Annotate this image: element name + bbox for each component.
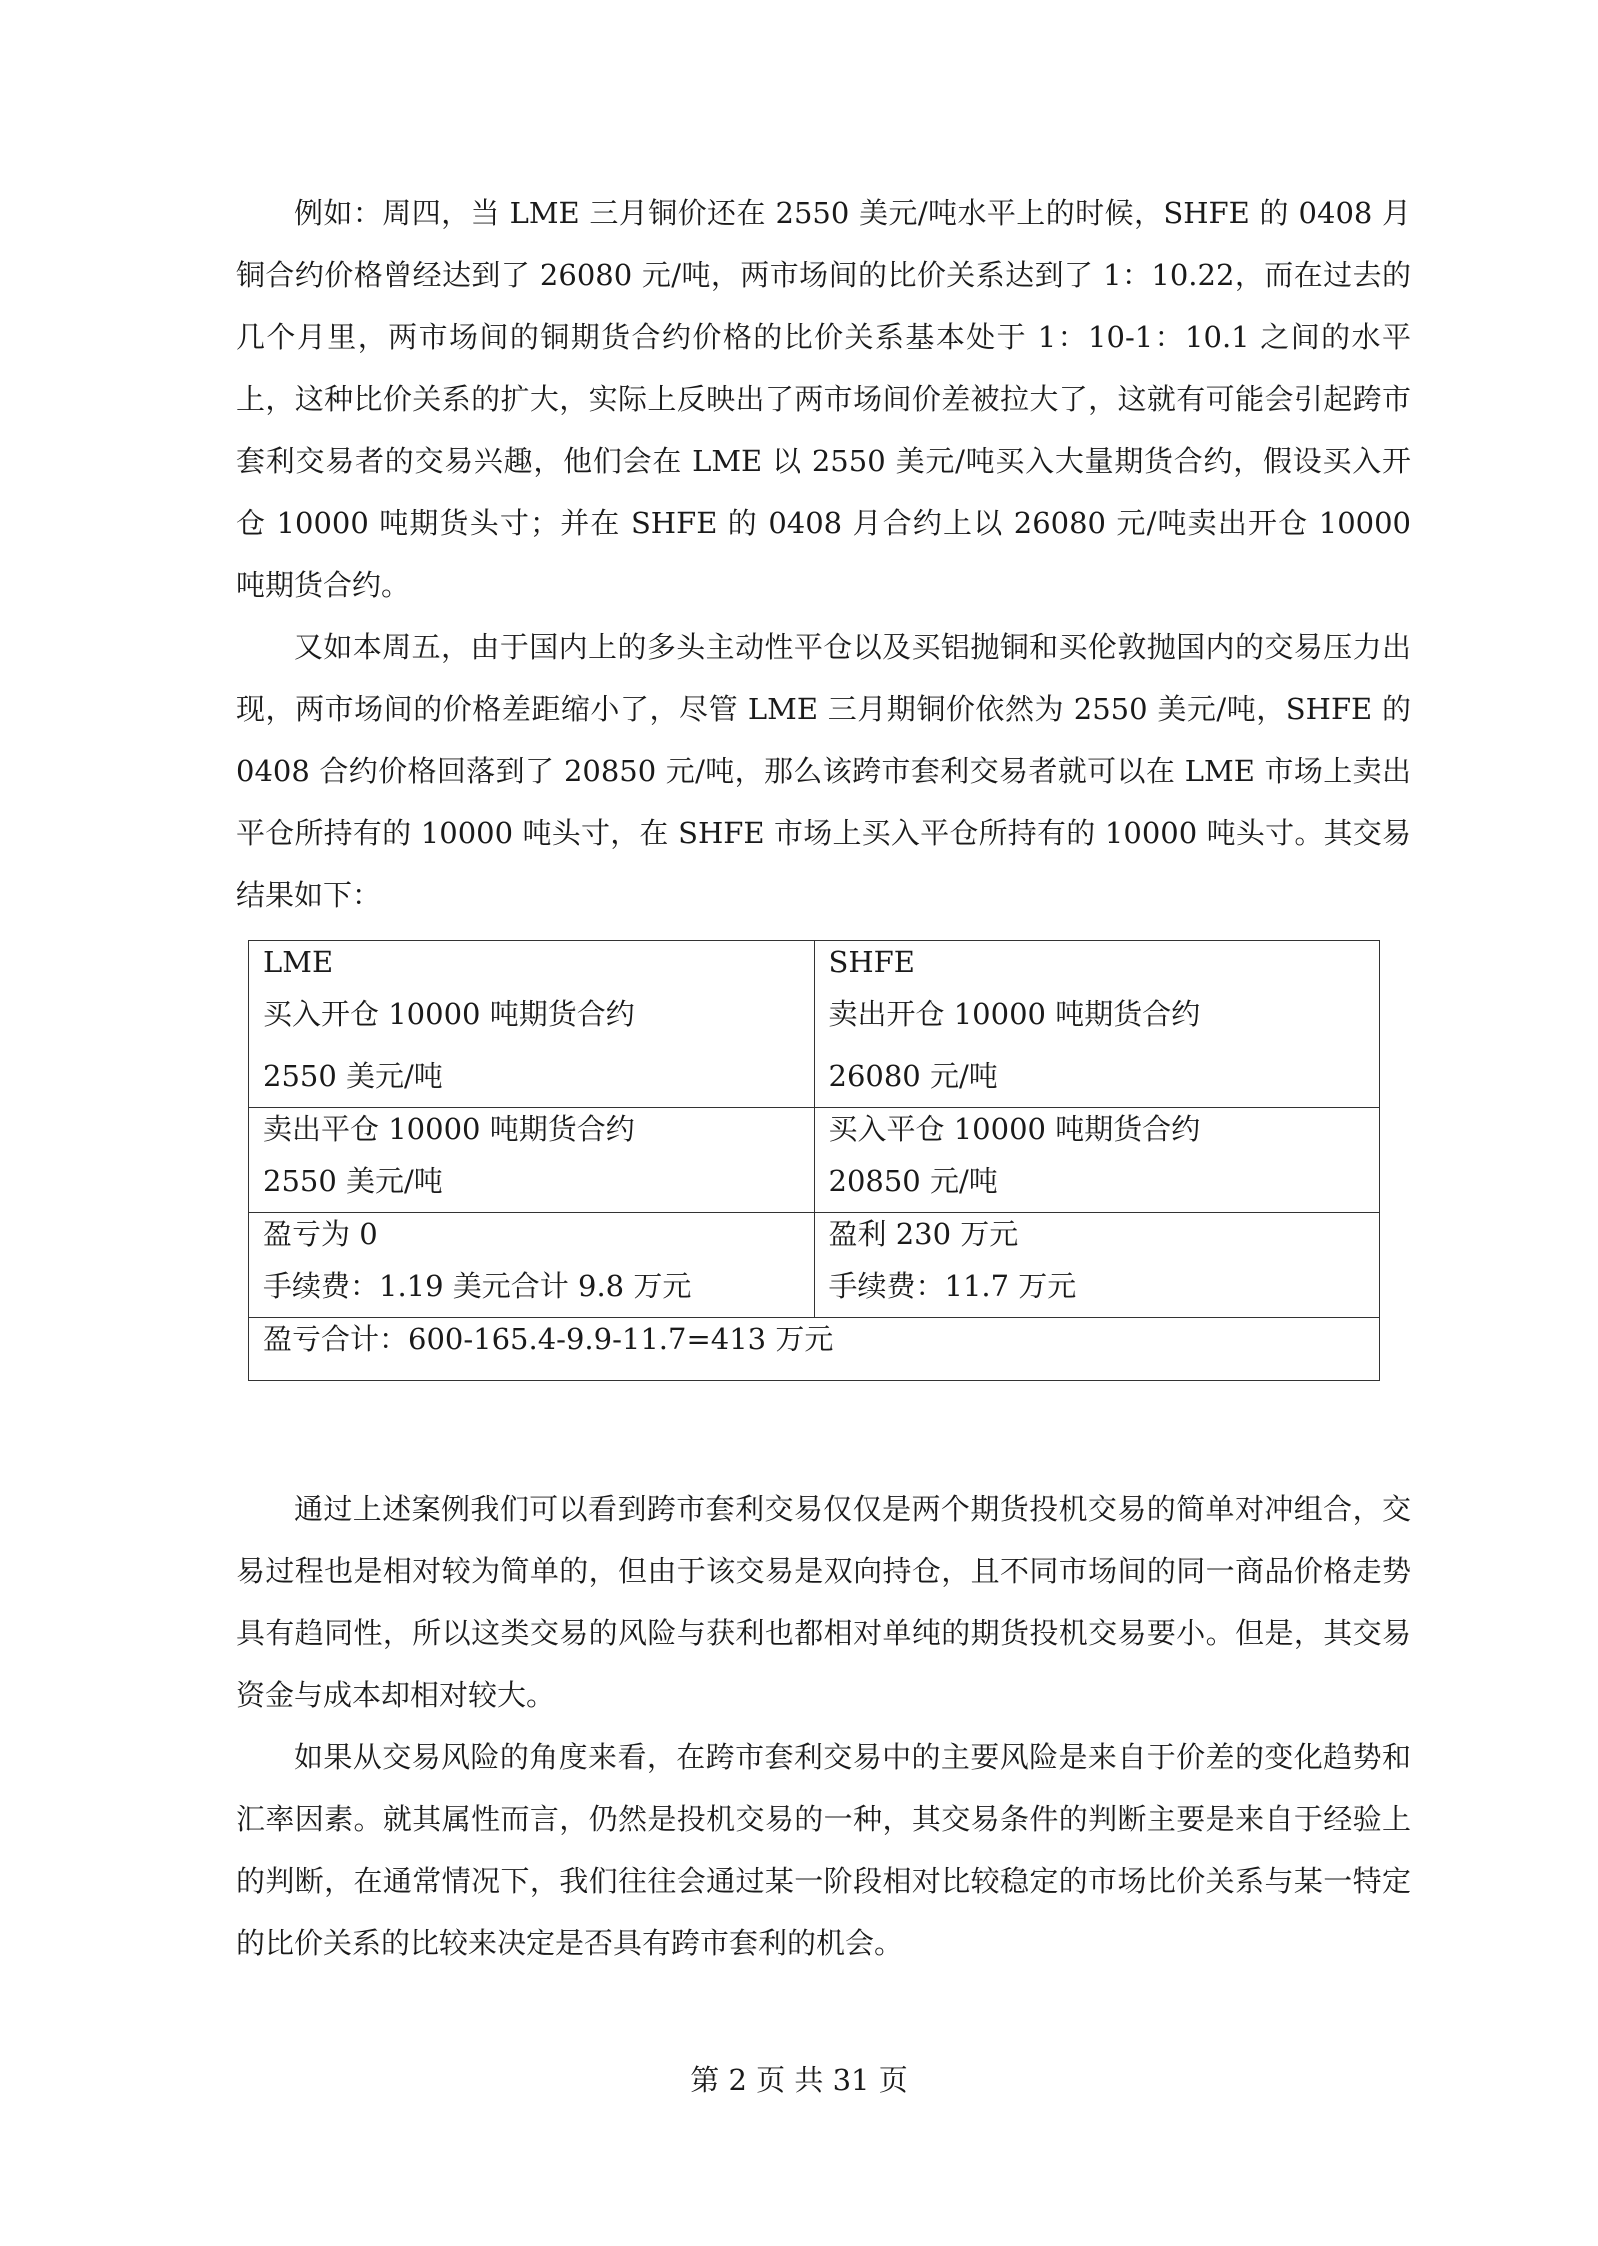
cell-text: 盈亏为 0 bbox=[263, 1217, 378, 1251]
trade-result-table bbox=[248, 940, 1380, 1381]
cell-text: 买入平仓 10000 吨期货合约 bbox=[828, 1112, 1201, 1146]
paragraph-risk: 如果从交易风险的角度来看，在跨市套利交易中的主要风险是来自于价差的变化趋势和汇率因素。就其属性而言，仍然是投机交易的一种，其交易条件的判断主要是来自于经验上的判断，在通常情况下，我们往往会通过某一阶段相对比较稳定的市场比价关系与某一特定的比价关系的比较来决定是否具有跨市套利的机会。 bbox=[236, 1740, 1411, 1960]
cell-text: 卖出开仓 10000 吨期货合约 bbox=[828, 997, 1201, 1031]
table-cell-shfe-open bbox=[814, 941, 1380, 1108]
cell-text: LME bbox=[263, 945, 334, 979]
body-text-section-1 bbox=[236, 182, 1411, 926]
page-number: 第 2 页 共 31 页 bbox=[690, 2063, 908, 2097]
table-row bbox=[249, 1318, 1380, 1381]
table-cell-shfe-result bbox=[814, 1213, 1380, 1318]
table-row bbox=[249, 1213, 1380, 1318]
cell-text: 买入开仓 10000 吨期货合约 bbox=[263, 997, 635, 1031]
cell-text: 26080 元/吨 bbox=[828, 1059, 998, 1093]
paragraph-example-thursday: 例如：周四，当 LME 三月铜价还在 2550 美元/吨水平上的时候，SHFE 的 0408 月铜合约价格曾经达到了 26080 元/吨，两市场间的比价关系达到了 1：10.22，而在过去的几个月里，两市场间的铜期货合约价格的比价关系基本处于 1：10-1：10.1 之间的水平上，这种比价关系的扩大，实际上反映出了两市场间价差被拉大了，这就有可能会引起跨市套利交易者的交易兴趣，他们会在 LME 以 2550 美元/吨买入大量期货合约，假设买入开仓 10000 吨期货头寸；并在 SHFE 的 0408 月合约上以 26080 元/吨卖出开仓 10000 吨期货合约。 bbox=[236, 196, 1411, 602]
table-cell-lme-open bbox=[249, 941, 815, 1108]
cell-text: 2550 美元/吨 bbox=[263, 1164, 443, 1198]
table-cell-shfe-close bbox=[814, 1108, 1380, 1213]
table-row bbox=[249, 941, 1380, 1108]
cell-text: 2550 美元/吨 bbox=[263, 1059, 443, 1093]
cell-text: 手续费：11.7 万元 bbox=[828, 1269, 1077, 1303]
table-cell-lme-result bbox=[249, 1213, 815, 1318]
body-text-section-2 bbox=[236, 1478, 1411, 1974]
paragraph-summary: 通过上述案例我们可以看到跨市套利交易仅仅是两个期货投机交易的简单对冲组合，交易过程也是相对较为简单的，但由于该交易是双向持仓，且不同市场间的同一商品价格走势具有趋同性，所以这类交易的风险与获利也都相对单纯的期货投机交易要小。但是，其交易资金与成本却相对较大。 bbox=[236, 1492, 1411, 1712]
paragraph-example-friday: 又如本周五，由于国内上的多头主动性平仓以及买铝抛铜和买伦敦抛国内的交易压力出现，两市场间的价格差距缩小了，尽管 LME 三月期铜价依然为 2550 美元/吨，SHFE 的 0408 合约价格回落到了 20850 元/吨，那么该跨市套利交易者就可以在 LME 市场上卖出平仓所持有的 10000 吨头寸，在 SHFE 市场上买入平仓所持有的 10000 吨头寸。其交易结果如下： bbox=[236, 630, 1411, 912]
cell-text: 手续费：1.19 美元合计 9.8 万元 bbox=[263, 1269, 692, 1303]
cell-text: 盈利 230 万元 bbox=[828, 1217, 1019, 1251]
table-cell-lme-close bbox=[249, 1108, 815, 1213]
table-cell-total bbox=[249, 1318, 1380, 1381]
cell-text: 20850 元/吨 bbox=[828, 1164, 998, 1198]
total-text: 盈亏合计：600-165.4-9.9-11.7=413 万元 bbox=[263, 1322, 834, 1356]
table-row bbox=[249, 1108, 1380, 1213]
cell-text: SHFE bbox=[828, 945, 915, 979]
cell-text: 卖出平仓 10000 吨期货合约 bbox=[263, 1112, 635, 1146]
